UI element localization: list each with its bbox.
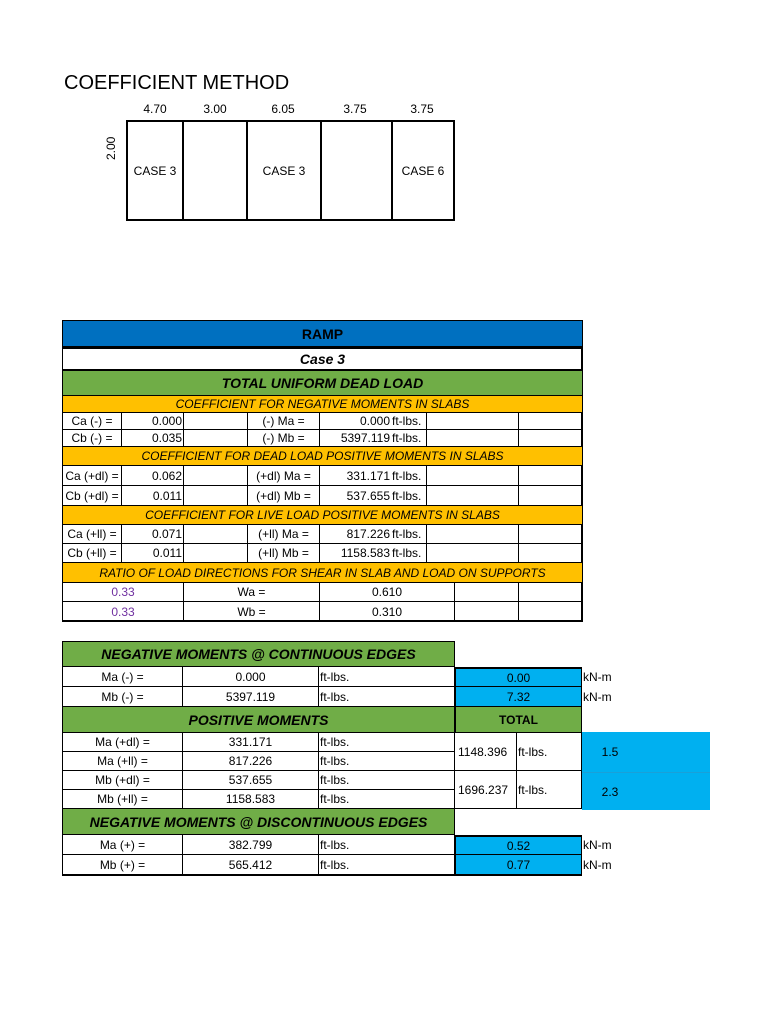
- coeff-label: Cb (+ll) =: [63, 544, 122, 563]
- empty-cell: [519, 544, 582, 563]
- plan-dim-1: 4.70: [143, 102, 167, 116]
- page-title: COEFFICIENT METHOD: [64, 72, 290, 94]
- kn-unit: kN-m: [583, 858, 612, 872]
- summary-table: [62, 641, 712, 877]
- slab-plan: [126, 120, 455, 221]
- moment-unit: ft-lbs.: [319, 771, 455, 790]
- moment-unit: ft-lbs.: [391, 466, 427, 486]
- total-value: 1696.237: [455, 771, 517, 809]
- empty-cell: [427, 486, 519, 506]
- moment-value: 537.655: [320, 486, 391, 506]
- plan-panel-3: CASE 3: [248, 122, 322, 219]
- empty-cell: [184, 430, 248, 447]
- empty-cell: [427, 413, 519, 430]
- kn-value: 7.32: [455, 687, 582, 707]
- moment-value: 1158.583: [183, 790, 319, 809]
- moment-value: 565.412: [183, 855, 319, 876]
- empty-cell: [184, 486, 248, 506]
- moment-value: 382.799: [183, 835, 319, 855]
- plan-panel-2: [184, 122, 248, 219]
- moment-unit: ft-lbs.: [391, 525, 427, 544]
- moment-unit: ft-lbs.: [391, 413, 427, 430]
- ratio-value: 0.33: [63, 602, 184, 621]
- moment-unit: ft-lbs.: [319, 752, 455, 771]
- moment-label: (-) Ma =: [248, 413, 320, 430]
- empty-cell: [519, 466, 582, 486]
- kn-unit: kN-m: [583, 670, 612, 684]
- moment-label: (+dl) Ma =: [248, 466, 320, 486]
- moment-value: 0.000: [183, 667, 319, 687]
- moment-unit: ft-lbs.: [319, 733, 455, 752]
- moment-label: Ma (+dl) =: [62, 733, 183, 752]
- total-value: 1148.396: [455, 733, 517, 771]
- coeff-value: 0.071: [122, 525, 184, 544]
- moment-unit: ft-lbs.: [391, 486, 427, 506]
- total-kn-value: 1.5: [582, 732, 710, 772]
- moment-value: 331.171: [320, 466, 391, 486]
- empty-cell: [184, 544, 248, 563]
- moment-value: 1158.583: [320, 544, 391, 563]
- moment-value: 537.655: [183, 771, 319, 790]
- pos-title: POSITIVE MOMENTS: [62, 707, 455, 733]
- plan-panel-1: CASE 3: [128, 122, 184, 219]
- moment-unit: ft-lbs.: [319, 855, 455, 876]
- coeff-value: 0.011: [122, 544, 184, 563]
- moment-label: (+ll) Ma =: [248, 525, 320, 544]
- moment-label: Mb (+dl) =: [62, 771, 183, 790]
- empty-cell: [427, 525, 519, 544]
- kn-unit: kN-m: [583, 690, 612, 704]
- moment-value: 817.226: [320, 525, 391, 544]
- ramp-header: RAMP: [63, 321, 582, 347]
- kn-unit: kN-m: [583, 838, 612, 852]
- moment-value: 817.226: [183, 752, 319, 771]
- ratio-result: 0.610: [320, 583, 455, 602]
- empty-cell: [184, 413, 248, 430]
- moment-unit: ft-lbs.: [319, 687, 455, 707]
- moment-value: 5397.119: [183, 687, 319, 707]
- moment-label: Ma (+) =: [62, 835, 183, 855]
- moment-unit: ft-lbs.: [319, 667, 455, 687]
- coeff-label: Ca (-) =: [63, 413, 122, 430]
- moment-label: (+ll) Mb =: [248, 544, 320, 563]
- empty-cell: [184, 466, 248, 486]
- total-unit: ft-lbs.: [517, 771, 582, 809]
- ratio-result: 0.310: [320, 602, 455, 621]
- dl-coeff-title: COEFFICIENT FOR DEAD LOAD POSITIVE MOMENTS IN SLABS: [63, 447, 582, 466]
- kn-value: 0.77: [455, 855, 582, 876]
- coeff-value: 0.062: [122, 466, 184, 486]
- empty-cell: [455, 602, 519, 621]
- empty-cell: [519, 413, 582, 430]
- moment-value: 331.171: [183, 733, 319, 752]
- total-kn-value: 2.3: [582, 772, 710, 810]
- total-label: TOTAL: [455, 707, 582, 733]
- moment-label: Mb (+) =: [62, 855, 183, 876]
- plan-dim-5: 3.75: [410, 102, 434, 116]
- moment-value: 5397.119: [320, 430, 391, 447]
- moment-label: Mb (+ll) =: [62, 790, 183, 809]
- moment-label: (-) Mb =: [248, 430, 320, 447]
- coeff-value: 0.011: [122, 486, 184, 506]
- ratio-title: RATIO OF LOAD DIRECTIONS FOR SHEAR IN SLAB AND LOAD ON SUPPORTS: [63, 563, 582, 583]
- ll-coeff-title: COEFFICIENT FOR LIVE LOAD POSITIVE MOMENTS IN SLABS: [63, 506, 582, 525]
- moment-unit: ft-lbs.: [319, 835, 455, 855]
- neg-cont-title: NEGATIVE MOMENTS @ CONTINUOUS EDGES: [62, 641, 455, 667]
- ratio-value: 0.33: [63, 583, 184, 602]
- coeff-label: Cb (+dl) =: [63, 486, 122, 506]
- plan-panel-4: [322, 122, 393, 219]
- coeff-label: Ca (+dl) =: [63, 466, 122, 486]
- ratio-label: Wb =: [184, 602, 320, 621]
- empty-cell: [519, 430, 582, 447]
- ratio-label: Wa =: [184, 583, 320, 602]
- ramp-table: [62, 320, 583, 622]
- moment-unit: ft-lbs.: [391, 544, 427, 563]
- empty-cell: [427, 466, 519, 486]
- empty-cell: [427, 544, 519, 563]
- plan-dim-3: 6.05: [271, 102, 295, 116]
- moment-label: Ma (+ll) =: [62, 752, 183, 771]
- plan-dim-4: 3.75: [343, 102, 367, 116]
- empty-cell: [427, 430, 519, 447]
- empty-cell: [455, 583, 519, 602]
- empty-cell: [519, 602, 582, 621]
- coeff-label: Cb (-) =: [63, 430, 122, 447]
- plan-side-dim: 2.00: [104, 136, 118, 160]
- moment-label: Mb (-) =: [62, 687, 183, 707]
- empty-cell: [519, 583, 582, 602]
- kn-value: 0.00: [455, 667, 582, 687]
- moment-unit: ft-lbs.: [319, 790, 455, 809]
- kn-value: 0.52: [455, 835, 582, 855]
- moment-label: Ma (-) =: [62, 667, 183, 687]
- ramp-case: Case 3: [63, 347, 582, 371]
- empty-cell: [519, 525, 582, 544]
- neg-coeff-title: COEFFICIENT FOR NEGATIVE MOMENTS IN SLABS: [63, 396, 582, 413]
- empty-cell: [184, 525, 248, 544]
- empty-cell: [519, 486, 582, 506]
- coeff-value: 0.035: [122, 430, 184, 447]
- moment-label: (+dl) Mb =: [248, 486, 320, 506]
- total-unit: ft-lbs.: [517, 733, 582, 771]
- dead-load-title: TOTAL UNIFORM DEAD LOAD: [63, 371, 582, 396]
- neg-disc-title: NEGATIVE MOMENTS @ DISCONTINUOUS EDGES: [62, 809, 455, 835]
- moment-value: 0.000: [320, 413, 391, 430]
- plan-panel-5: CASE 6: [401, 163, 445, 178]
- moment-unit: ft-lbs.: [391, 430, 427, 447]
- plan-dim-2: 3.00: [203, 102, 227, 116]
- coeff-value: 0.000: [122, 413, 184, 430]
- coeff-label: Ca (+ll) =: [63, 525, 122, 544]
